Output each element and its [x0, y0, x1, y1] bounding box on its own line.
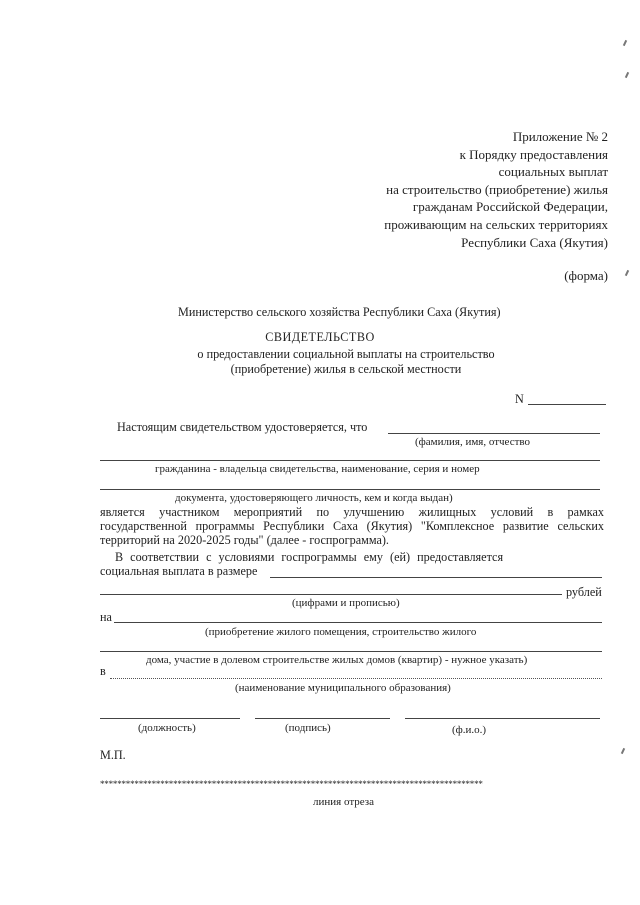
- hint-fio: (ф.и.о.): [452, 724, 487, 736]
- signature-field[interactable]: [255, 718, 390, 719]
- certify-text: Настоящим свидетельством удостоверяется, что: [117, 420, 368, 434]
- hint-purpose: дома, участие в долевом строительстве жилых домов (квартир) - нужное указать): [146, 654, 528, 666]
- payment-label: социальная выплата в размере: [100, 564, 258, 578]
- scan-mark: [621, 748, 625, 754]
- appendix-line: к Порядку предоставления: [459, 146, 608, 162]
- scan-mark: [625, 270, 629, 276]
- appendix-line: проживающим на сельских территориях: [384, 216, 608, 232]
- form-label: (форма): [564, 268, 608, 283]
- appendix-line: на строительство (приобретение) жилья: [386, 181, 608, 197]
- document-subtitle: о предоставлении социальной выплаты на строительство: [197, 347, 495, 361]
- hint-amount: (цифрами и прописью): [292, 597, 400, 609]
- on-label: на: [100, 610, 112, 624]
- position-field[interactable]: [100, 718, 240, 719]
- hint-municipality: (наименование муниципального образования): [235, 682, 451, 694]
- number-field[interactable]: [528, 404, 606, 405]
- hint-citizen: гражданина - владельца свидетельства, наименование, серия и номер: [155, 463, 480, 475]
- document-title: СВИДЕТЕЛЬСТВО: [265, 330, 375, 344]
- municipality-field[interactable]: [110, 678, 602, 679]
- appendix-line: социальных выплат: [498, 164, 608, 180]
- document-subtitle: (приобретение) жилья в сельской местности: [230, 362, 462, 376]
- seal-label: М.П.: [100, 748, 126, 762]
- scan-mark: [625, 72, 629, 78]
- appendix-line: Приложение № 2: [512, 129, 608, 144]
- fio-field[interactable]: [405, 718, 600, 719]
- participant-text: территорий на 2020-2025 годы" (далее - госпрограмма).: [100, 533, 389, 547]
- accordance-text: В соответствии с условиями госпрограммы ему (ей) предоставляется: [115, 550, 504, 564]
- ministry-name: Министерство сельского хозяйства Республики Саха (Якутия): [178, 305, 501, 319]
- scan-mark: [623, 40, 627, 46]
- number-sign: N: [515, 392, 524, 406]
- citizen-field[interactable]: [100, 460, 600, 461]
- hint-purpose: (приобретение жилого помещения, строительство жилого: [205, 626, 477, 638]
- appendix-line: гражданам Российской Федерации,: [412, 199, 608, 215]
- hint-position: (должность): [138, 722, 196, 734]
- in-label: в: [100, 664, 106, 678]
- purpose-field[interactable]: [114, 622, 602, 623]
- hint-signature: (подпись): [285, 722, 331, 734]
- document-field[interactable]: [100, 489, 600, 490]
- cut-line: *****************************************************************************************: [100, 779, 483, 789]
- cut-label: линия отреза: [313, 796, 374, 808]
- hint-name: (фамилия, имя, отчество: [415, 436, 531, 448]
- appendix-line: Республики Саха (Якутия): [461, 234, 608, 250]
- participant-text: государственной программы Республики Саха (Якутия) "Комплексное развитие сельских: [100, 519, 604, 533]
- participant-text: является участником мероприятий по улучшению жилищных условий в рамках: [100, 505, 604, 519]
- payment-field[interactable]: [270, 577, 602, 578]
- rubles-label: рублей: [566, 585, 602, 599]
- amount-field[interactable]: [100, 594, 562, 595]
- name-field[interactable]: [388, 433, 600, 434]
- appendix-header: [384, 128, 608, 251]
- purpose-field-2[interactable]: [100, 651, 602, 652]
- hint-document: документа, удостоверяющего личность, кем и когда выдан): [175, 492, 453, 504]
